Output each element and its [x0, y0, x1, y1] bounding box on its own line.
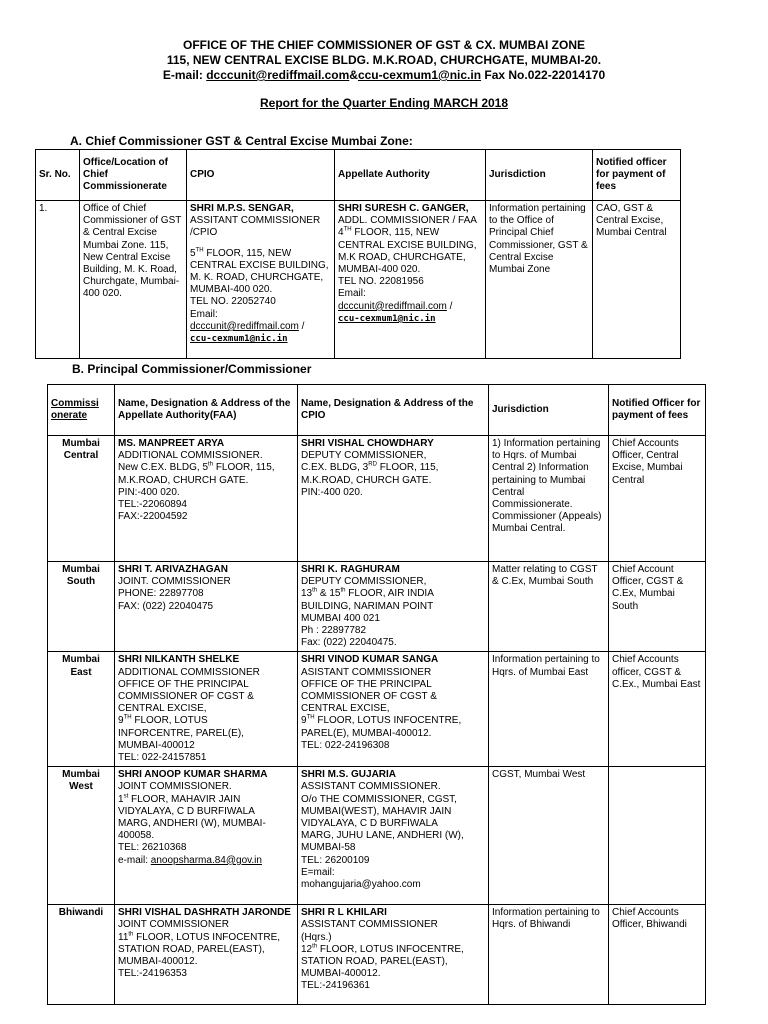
faa-line: VIDYALAYA, C D BURFIWALA: [118, 805, 255, 817]
fax-number: Fax No.022-22014170: [481, 68, 606, 82]
cpio-email-link-1[interactable]: dcccunit@rediffmail.com: [190, 320, 299, 332]
faa-text: FLOOR, MAHAVIR JAIN: [128, 793, 241, 805]
faa-line: JOINT COMMISSIONER: [118, 919, 229, 931]
cpio-line: DEPUTY COMMISSIONER,: [301, 450, 427, 462]
faa-line: PIN:-400 020.: [118, 486, 180, 498]
faa-line: MARG, ANDHERI (W), MUMBAI-: [118, 818, 266, 830]
faa-line: PHONE: 22897708: [118, 588, 204, 600]
section-a-table: [35, 149, 681, 359]
jurisdiction: Matter relating to CGST & C.Ex, Mumbai South: [489, 562, 609, 652]
faa-text: New C.EX. BLDG, 5: [118, 462, 209, 474]
faa-details: [115, 767, 298, 905]
cpio-line: TEL:-24196361: [301, 980, 370, 992]
notified-officer: CAO, GST & Central Excise, Mumbai Central: [593, 201, 681, 359]
cpio-name: SHRI VISHAL CHOWDHARY: [301, 438, 434, 449]
cpio-text: FLOOR, AIR INDIA: [345, 588, 434, 600]
floor-suffix: th: [208, 462, 214, 469]
cpio-text: 9: [301, 715, 307, 727]
cpio-line: Ph : 22897782: [301, 625, 367, 637]
cpio-line: OFFICE OF THE PRINCIPAL: [301, 678, 432, 690]
cpio-text: C.EX. BLDG, 3: [301, 462, 369, 474]
cpio-line: O/o THE COMMISSIONER, CGST,: [301, 793, 457, 805]
commissionerate: Bhiwandi: [48, 905, 115, 1005]
jurisdiction: CGST, Mumbai West: [489, 767, 609, 905]
faa-line: MUMBAI-400012: [118, 739, 195, 751]
cpio-email-link[interactable]: mohangujaria@yahoo.com: [301, 879, 421, 891]
email-slash: /: [298, 320, 305, 332]
aa-email-link-1[interactable]: dcccunit@rediffmail.com: [338, 300, 447, 312]
commissionerate: Mumbai Central: [48, 436, 115, 562]
faa-line: TEL: 022-24157851: [118, 752, 207, 764]
faa-details: [115, 436, 298, 562]
faa-name: SHRI VISHAL DASHRATH JARONDE: [118, 907, 291, 919]
cpio-text: 12: [301, 943, 313, 955]
floor-suffix: TH: [343, 227, 352, 234]
cpio-line: [301, 588, 485, 600]
cpio-details: [298, 905, 489, 1005]
office-title: OFFICE OF THE CHIEF COMMISSIONER OF GST & CX. MUMBAI ZONE: [183, 38, 585, 52]
cpio-line: (Hqrs.): [301, 931, 332, 943]
office-address: 115, NEW CENTRAL EXCISE BLDG. M.K.ROAD, CHURCHGATE, MUMBAI-20.: [166, 53, 602, 67]
email-slash: /: [446, 300, 453, 312]
aa-name: SHRI SURESH C. GANGER,: [338, 203, 469, 214]
faa-line: TEL:-24196353: [118, 968, 187, 980]
cpio-line: MUMBAI-400012.: [301, 968, 381, 980]
cpio-line: Fax: (022) 22040475.: [301, 637, 397, 649]
cpio-line: MUMBAI(WEST), MAHAVIR JAIN: [301, 805, 452, 817]
cpio-line: ASISTANT COMMISSIONER: [301, 666, 432, 678]
table-row: [48, 905, 706, 1005]
cpio-name: SHRI K. RAGHURAM: [301, 564, 400, 575]
faa-line: INFORCENTRE, PAREL(E),: [118, 727, 244, 739]
faa-text: e-mail:: [118, 854, 151, 866]
faa-line: [118, 794, 294, 806]
cpio-name: SHRI VINOD KUMAR SANGA: [301, 654, 439, 666]
faa-line: OFFICE OF THE PRINCIPAL: [118, 678, 249, 690]
faa-line: ADDITIONAL COMMISSIONER: [118, 666, 260, 678]
faa-line: JOINT COMMISSIONER.: [118, 781, 232, 793]
cpio-line: MUMBAI 400 021: [301, 612, 380, 624]
notified-officer: Chief Account Officer, CGST & C.Ex, Mumbai South: [609, 562, 706, 652]
cpio-line: BUILDING, NARIMAN POINT: [301, 600, 434, 612]
header-notified-officer: Notified Officer for payment of fees: [609, 385, 706, 436]
faa-name: SHRI T. ARIVAZHAGAN: [118, 564, 228, 575]
header-appellate-authority: Appellate Authority: [335, 150, 486, 201]
header-jurisdiction: Jurisdiction: [486, 150, 593, 201]
cpio-line: CENTRAL EXCISE,: [301, 703, 390, 715]
header-office-location: Office/Location of Chief Commissionerate: [80, 150, 187, 201]
cpio-line: PAREL(E), MUMBAI-400012.: [301, 727, 432, 739]
notified-officer: [609, 767, 706, 905]
faa-name: SHRI NILKANTH SHELKE: [118, 654, 240, 666]
cpio-details: [298, 767, 489, 905]
faa-name: MS. MANPREET ARYA: [118, 438, 225, 449]
faa-line: [118, 855, 294, 867]
cpio-line: M.K.ROAD, CHURCH GATE.: [301, 474, 432, 486]
cpio-details: [298, 652, 489, 767]
faa-details: [115, 562, 298, 652]
section-b-table: [47, 384, 706, 1005]
faa-line: M.K.ROAD, CHURCH GATE.: [118, 474, 249, 486]
faa-line: FAX: (022) 22040475: [118, 600, 214, 612]
faa-line: TEL:-22060894: [118, 499, 187, 511]
cpio-line: ASSISTANT COMMISSIONER.: [301, 781, 441, 793]
floor-suffix: TH: [195, 247, 204, 254]
cpio-line: COMMISSIONER OF CGST &: [301, 691, 437, 703]
cpio-details: [298, 562, 489, 652]
floor-suffix: RD: [368, 462, 377, 469]
email-link-ccu[interactable]: ccu-cexmum1@nic.in: [357, 68, 482, 82]
aa-email-link-2[interactable]: ccu-cexmum1@nic.in: [338, 313, 436, 324]
cpio-name: SHRI M.S. GUJARIA: [301, 769, 397, 781]
header-cpio: Name, Designation & Address of the CPIO: [298, 385, 489, 436]
faa-text: 1: [118, 793, 124, 805]
cpio-line: ASSISTANT COMMISSIONER: [301, 919, 438, 931]
floor-suffix: th: [312, 588, 318, 595]
header-jurisdiction: Jurisdiction: [489, 385, 609, 436]
faa-text: FLOOR, 115,: [213, 462, 275, 474]
aa-address: [338, 227, 482, 276]
faa-details: [115, 905, 298, 1005]
cpio-line: MARG, JUHU LANE, ANDHERI (W),: [301, 830, 464, 842]
aa-tel: TEL NO. 22081956: [338, 276, 424, 288]
faa-text: FLOOR, LOTUS INFOCENTRE,: [133, 931, 281, 943]
cpio-address: [190, 248, 331, 297]
notified-officer: Chief Accounts officer, CGST & C.Ex., Mumbai East: [609, 652, 706, 767]
floor-suffix: TH: [306, 715, 315, 722]
faa-text: FLOOR, LOTUS: [131, 715, 208, 727]
cpio-line: MUMBAI-58: [301, 842, 356, 854]
commissionerate: Mumbai East: [48, 652, 115, 767]
cpio-text: FLOOR, LOTUS INFOCENTRE,: [317, 943, 464, 955]
faa-line: [118, 715, 294, 727]
cpio-line: STATION ROAD, PAREL(EAST),: [301, 956, 448, 968]
faa-line: JOINT. COMMISSIONER: [118, 576, 231, 588]
cpio-details: [187, 201, 335, 359]
floor-suffix: th: [128, 931, 134, 938]
faa-line: COMMISSIONER OF CGST &: [118, 691, 254, 703]
address-text: FLOOR, 115, NEW CENTRAL EXCISE BUILDING, M.K ROAD, CHURCHGATE, MUMBAI-400 020.: [338, 227, 477, 276]
cpio-details: [298, 436, 489, 562]
floor-suffix: th: [312, 943, 318, 950]
cpio-line: [301, 944, 485, 956]
cpio-line: [301, 715, 485, 727]
cpio-line: TEL: 26200109: [301, 854, 370, 866]
cpio-line: TEL: 022-24196308: [301, 739, 390, 751]
cpio-designation: ASSITANT COMMISSIONER /CPIO: [190, 215, 321, 239]
cpio-tel: TEL NO. 22052740: [190, 296, 276, 308]
floor-suffix: TH: [123, 715, 132, 722]
faa-line: TEL: 26210368: [118, 842, 187, 854]
address-text: FLOOR, 115, NEW CENTRAL EXCISE BUILDING, M. K. ROAD, CHURCHGATE, MUMBAI-400 020.: [190, 247, 329, 296]
table-row: [48, 652, 706, 767]
header-cpio: CPIO: [187, 150, 335, 201]
floor-suffix: th: [340, 588, 346, 595]
aa-designation: ADDL. COMMISSIONER / FAA: [338, 215, 477, 227]
faa-line: ADDITIONAL COMMISSIONER.: [118, 450, 263, 462]
cpio-email-link-2[interactable]: ccu-cexmum1@nic.in: [190, 334, 288, 345]
section-a-title: A. Chief Commissioner GST & Central Excise Mumbai Zone:: [70, 134, 413, 148]
faa-line: CENTRAL EXCISE,: [118, 703, 207, 715]
faa-name: SHRI ANOOP KUMAR SHARMA: [118, 769, 268, 781]
email-separator: &: [349, 68, 358, 82]
table-row: [36, 201, 681, 359]
cpio-email-label: Email:: [190, 308, 218, 320]
cpio-line: [301, 462, 485, 474]
table-row: [48, 562, 706, 652]
aa-email-label: Email:: [338, 288, 366, 300]
floor-number: 4: [338, 227, 344, 239]
table-row: [48, 767, 706, 905]
cpio-name: SHRI R L KHILARI: [301, 907, 387, 919]
jurisdiction: Information pertaining to Hqrs. of Bhiwandi: [489, 905, 609, 1005]
cpio-text: FLOOR, 115,: [376, 462, 439, 474]
cpio-line: DEPUTY COMMISSIONER,: [301, 576, 427, 588]
faa-line: [118, 462, 294, 474]
faa-text: 11: [118, 931, 129, 943]
faa-line: FAX:-22004592: [118, 511, 188, 523]
section-a-header-row: [36, 150, 681, 201]
cpio-line: E=mail:: [301, 866, 335, 878]
cpio-text: FLOOR, LOTUS INFOCENTRE,: [314, 715, 462, 727]
faa-email-link[interactable]: anoopsharma.84@gov.in: [150, 854, 262, 866]
cpio-line: VIDYALAYA, C D BURFIWALA: [301, 818, 438, 830]
header-commissionerate-line2: onerate: [51, 410, 88, 421]
commissionerate: Mumbai South: [48, 562, 115, 652]
appellate-authority-details: [335, 201, 486, 359]
notified-officer: Chief Accounts Officer, Bhiwandi: [609, 905, 706, 1005]
cpio-line: PIN:-400 020.: [301, 486, 363, 498]
jurisdiction: Information pertaining to the Office of Principal Chief Commissioner, GST & Central Excise Mumbai Zone: [486, 201, 593, 359]
email-label: E-mail:: [162, 68, 207, 82]
faa-line: [118, 932, 294, 944]
email-link-dcccunit[interactable]: dcccunit@rediffmail.com: [206, 68, 350, 82]
header-commissionerate-line1: Commissi: [51, 397, 99, 409]
header-faa: Name, Designation & Address of the Appellate Authority(FAA): [115, 385, 298, 436]
cpio-text: 13: [301, 588, 313, 600]
header-commissionerate: [48, 385, 115, 436]
faa-line: 400058.: [118, 830, 155, 842]
office-location: Office of Chief Commissioner of GST & Central Excise Mumbai Zone. 115, New Central Excise Building, M. K. Road, Churchgate, Mumbai-400 020.: [80, 201, 187, 359]
jurisdiction: Information pertaining to Hqrs. of Mumbai East: [489, 652, 609, 767]
notified-officer: Chief Accounts Officer, Central Excise, Mumbai Central: [609, 436, 706, 562]
cpio-text: & 15: [317, 588, 341, 600]
header-notified-officer: Notified officer for payment of fees: [593, 150, 681, 201]
section-b-title: B. Principal Commissioner/Commissioner: [72, 362, 312, 376]
header-sr-no: Sr. No.: [36, 150, 80, 201]
faa-details: [115, 652, 298, 767]
faa-line: MUMBAI-400012.: [118, 956, 198, 968]
report-title: Report for the Quarter Ending MARCH 2018: [259, 96, 509, 110]
section-b-header-row: [48, 385, 706, 436]
table-row: [48, 436, 706, 562]
sr-no: 1.: [36, 201, 80, 359]
faa-line: STATION ROAD, PAREL(EAST),: [118, 943, 265, 955]
floor-number: 5: [190, 247, 196, 259]
faa-text: 9: [118, 715, 124, 727]
contact-line: [0, 67, 768, 83]
floor-suffix: st: [123, 793, 129, 800]
jurisdiction: 1) Information pertaining to Hqrs. of Mumbai Central 2) Information pertaining to Mumbai Central Commissionerate. Commissioner (Appeals) Mumbai Central.: [489, 436, 609, 562]
cpio-name: SHRI M.P.S. SENGAR,: [190, 203, 294, 214]
commissionerate: Mumbai West: [48, 767, 115, 905]
